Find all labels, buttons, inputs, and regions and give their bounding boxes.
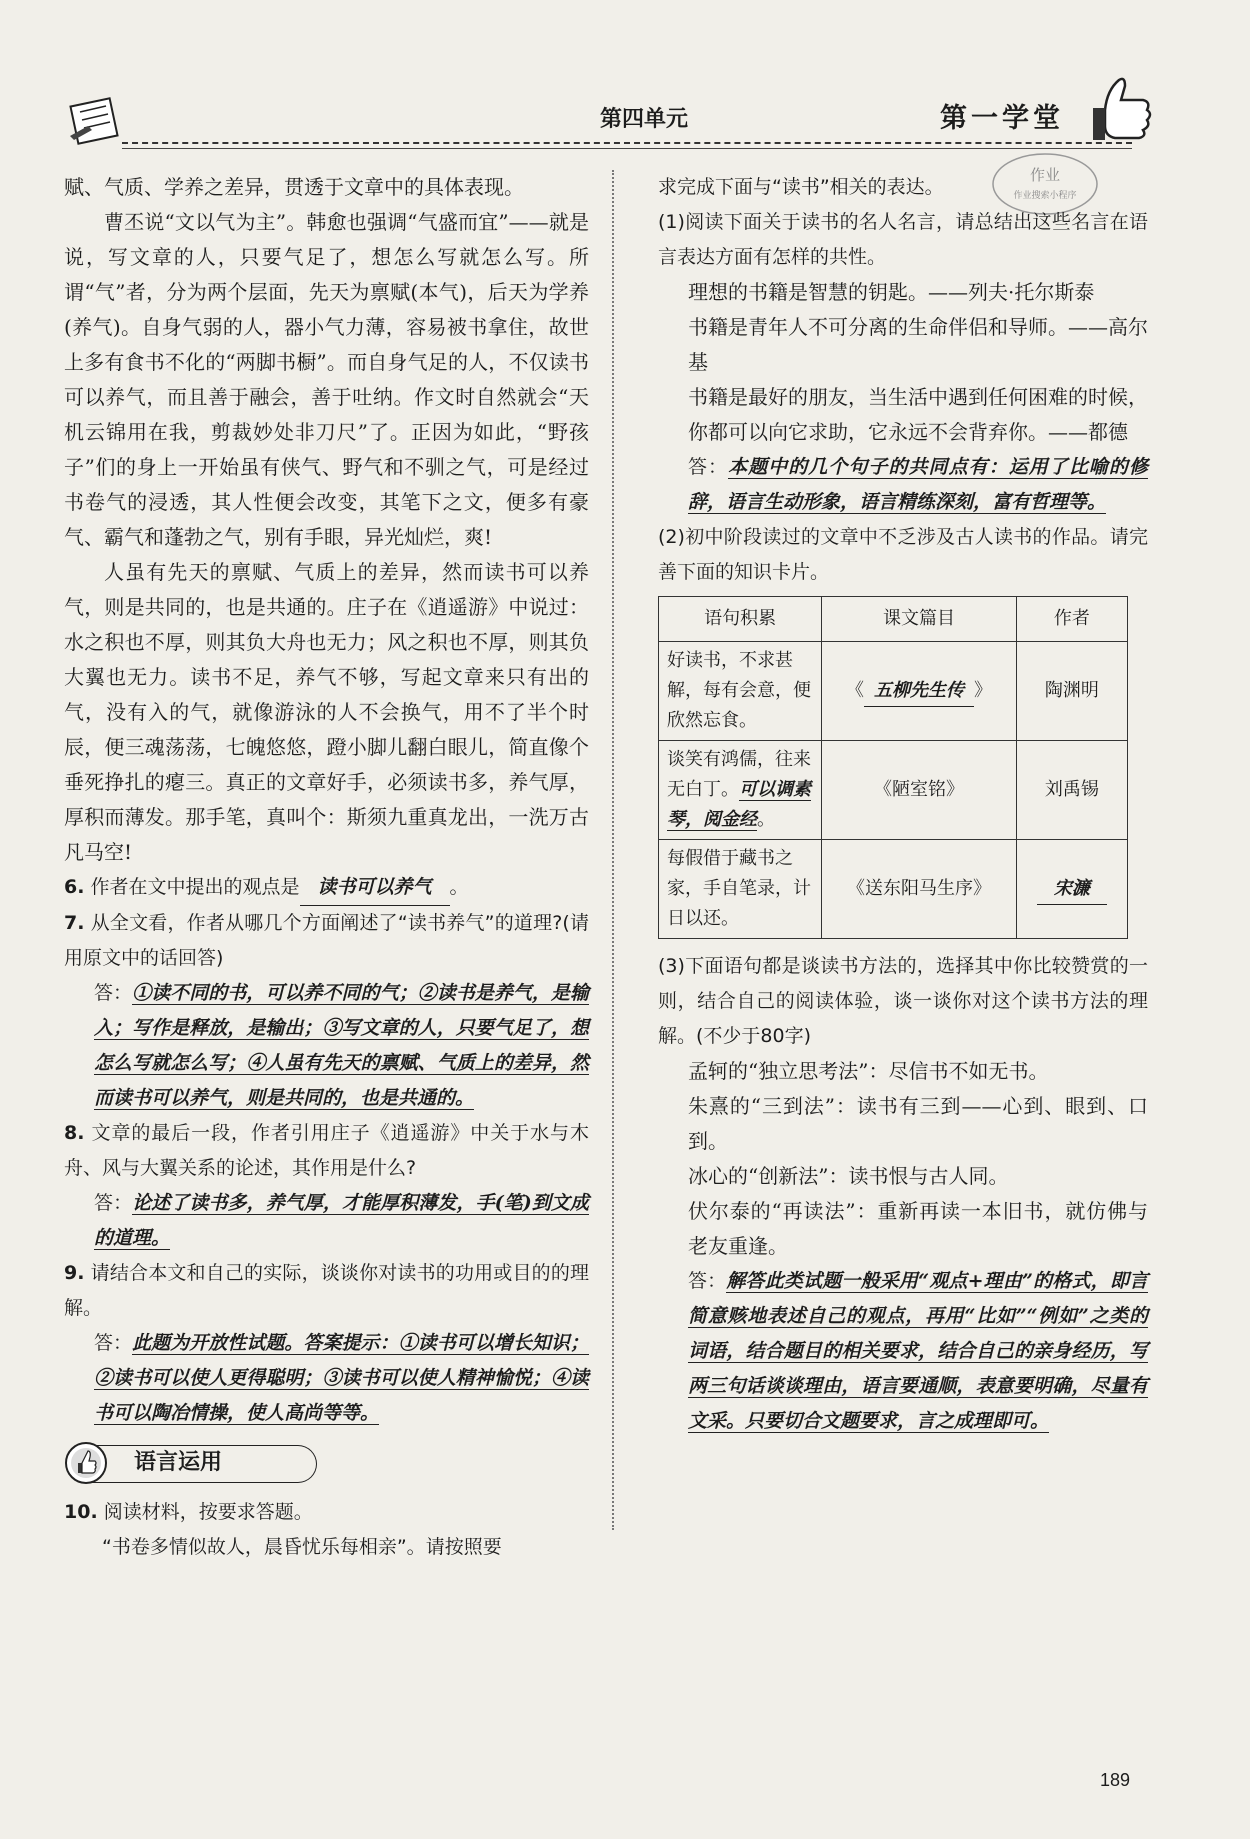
question-text: 请结合本文和自己的实际，谈谈你对读书的功用或目的的理解。: [64, 1262, 589, 1319]
title-bracket-close: 》: [973, 679, 992, 701]
table-header: 课文篇目: [822, 597, 1016, 642]
table-cell-title: 《陋室铭》: [822, 741, 1016, 840]
handwritten-answer: ①读不同的书，可以养不同的气；②读书是养气，是输入；写作是释放，是输出；③写文章的人，只要气足了，想怎么写就怎么写；④人虽有先天的禀赋、气质上的差异，然而读书可以养气，则是共同的，也是共通的。: [94, 982, 589, 1109]
handwritten-answer: 解答此类试题一般采用“观点+理由”的格式，即言简意赅地表述自己的观点，再用“比如”“例如”之类的词语，结合题目的相关要求，结合自己的亲身经历，写两三句话谈谈理由，语言要通顺，表意要明确，尽量有文采。只要切合文题要求，言之成理即可。: [688, 1270, 1148, 1432]
answer-label: 答：: [688, 456, 729, 478]
table-row: [659, 642, 1128, 741]
quote-end: 。: [757, 809, 775, 830]
section-title: 语言运用: [134, 1450, 223, 1475]
question-number: 7.: [64, 912, 85, 934]
answer-blank: 五柳先生传: [864, 676, 974, 707]
thumbs-up-icon: [1085, 70, 1165, 150]
page-number: 189: [1100, 1770, 1131, 1790]
section-header: [64, 1441, 589, 1487]
question-text: 作者在文中提出的观点是: [90, 876, 300, 898]
quote-2: 书籍是青年人不可分离的生命伴侣和导师。——高尔基: [688, 315, 1148, 374]
answer-label: 答：: [94, 982, 133, 1004]
answer-label: 答：: [94, 1192, 133, 1214]
question-8: [64, 1116, 589, 1186]
table-cell-title: 《送东阳马生序》: [822, 840, 1016, 939]
handwritten-answer: 本题中的几个句子的共同点有：运用了比喻的修辞，语言生动形象，语言精练深刻，富有哲理等。: [688, 456, 1148, 513]
method-3: 冰心的“创新法”：读书恨与古人同。: [688, 1164, 1009, 1188]
quote-text: 谈笑有鸿儒，往来无白丁。: [667, 749, 811, 800]
question-6: [64, 870, 589, 906]
table-header-row: [659, 597, 1128, 642]
answer-label: 答：: [688, 1270, 727, 1292]
table-cell-author: 刘禹锡: [1016, 741, 1127, 840]
table-cell-author: 陶渊明: [1016, 642, 1127, 741]
quote-3: 书籍是最好的朋友，当生活中遇到任何困难的时候，你都可以向它求助，它永远不会背弃你。——都德: [688, 385, 1148, 444]
question-number: 9.: [64, 1262, 85, 1284]
answer-blank: 宋濂: [1037, 874, 1107, 905]
question-number: 8.: [64, 1122, 85, 1144]
question-end: 。: [449, 876, 469, 898]
right-column: [658, 170, 1148, 1439]
answer-8: [64, 1186, 589, 1256]
svg-text:作业搜索小程序: 作业搜索小程序: [1013, 191, 1077, 201]
thumbs-up-badge-icon: [64, 1441, 108, 1485]
answer-blank: 读书可以养气: [300, 870, 450, 906]
question-text: 文章的最后一段，作者引用庄子《逍遥游》中关于水与木舟、风与大翼关系的论述，其作用是什么?: [64, 1122, 589, 1179]
table-row: [659, 840, 1128, 939]
column-divider: [612, 170, 614, 1530]
handwritten-answer: 论述了读书多，养气厚，才能厚积薄发，手(笔)到文成的道理。: [94, 1192, 589, 1249]
article-paragraph: 人虽有先天的禀赋、气质上的差异，然而读书可以养气，则是共同的，也是共通的。庄子在《逍遥游》中说过：水之积也不厚，则其负大舟也无力；风之积也不厚，则其负大翼也无力。读书不足，养气不够，写起文章来只有出的气，没有入的气，就像游泳的人不会换气，用不了半个时辰，便三魂荡荡，七魄悠悠，蹬小脚儿翻白眼儿，简直像个垂死挣扎的瘪三。真正的文章好手，必须读书多，养气厚，厚积而薄发。那手笔，真叫个：斯须九重真龙出，一洗万古凡马空!: [64, 560, 589, 864]
table-cell-quote: 好读书，不求甚解，每有会意，便欣然忘食。: [659, 642, 822, 741]
table-cell-author: [1016, 840, 1127, 939]
question-text: 阅读材料，按要求答题。: [103, 1501, 313, 1523]
question-number: 10.: [64, 1501, 98, 1523]
answer-10-1: [658, 450, 1148, 520]
question-10-continued: 求完成下面与“读书”相关的表达。: [658, 176, 944, 198]
question-9: [64, 1256, 589, 1326]
article-paragraph: 赋、气质、学养之差异，贯透于文章中的具体表现。: [64, 175, 524, 199]
subquestion-1: (1)阅读下面关于读书的名人名言，请总结出这些名言在语言表达方面有怎样的共性。: [658, 211, 1148, 268]
question-10: [64, 1495, 589, 1530]
header-rule: [122, 142, 1132, 144]
left-column: [64, 170, 589, 1565]
question-7: [64, 906, 589, 976]
page-header: [60, 90, 1150, 160]
method-2: 朱熹的“三到法”：读书有三到——心到、眼到、口到。: [688, 1094, 1148, 1153]
title-bracket-open: 《: [845, 679, 864, 701]
answer-9: [64, 1326, 589, 1431]
svg-text:作业: 作业: [1029, 166, 1061, 184]
question-text: 从全文看，作者从哪几个方面阐述了“读书养气”的道理?(请用原文中的话回答): [64, 912, 590, 969]
quote-1: 理想的书籍是智慧的钥匙。——列夫·托尔斯泰: [688, 280, 1095, 304]
brand-title: 第一学堂: [940, 103, 1064, 134]
table-row: [659, 741, 1128, 840]
method-4: 伏尔泰的“再读法”：重新再读一本旧书，就仿佛与老友重逢。: [688, 1199, 1148, 1258]
answer-7: [64, 976, 589, 1116]
question-number: 6.: [64, 876, 85, 898]
subquestion-2: (2)初中阶段读过的文章中不乏涉及古人读书的作品。请完善下面的知识卡片。: [658, 526, 1148, 583]
answer-10-3: [658, 1264, 1148, 1439]
table-cell-title: [822, 642, 1016, 741]
header-rule-thin: [122, 148, 1132, 149]
table-cell-quote: [659, 741, 822, 840]
table-cell-quote: 每假借于藏书之家，手自笔录，计日以还。: [659, 840, 822, 939]
article-paragraph: 曹丕说“文以气为主”。韩愈也强调“气盛而宜”——就是说，写文章的人，只要气足了，想怎么写就怎么写。所谓“气”者，分为两个层面，先天为禀赋(本气)，后天为学养(养气)。自身气弱的人，器小气力薄，容易被书拿住，故世上多有食书不化的“两脚书橱”。而自身气足的人，不仅读书可以养气，而且善于融会，善于吐纳。作文时自然就会“天机云锦用在我，剪裁妙处非刀尺”了。正因为如此，“野孩子”们的身上一开始虽有侠气、野气和不驯之气，可是经过书卷气的浸透，其人性便会改变，其笔下之文，便多有豪气、霸气和蓬勃之气，别有手眼，异光灿烂，爽!: [64, 210, 589, 549]
question-10-material: “书卷多情似故人，晨昏忧乐每相亲”。请按照要: [102, 1536, 502, 1558]
subquestion-3: (3)下面语句都是谈读书方法的，选择其中你比较赞赏的一则，结合自己的阅读体验，谈一谈你对这个读书方法的理解。(不少于80字): [658, 955, 1148, 1047]
answer-label: 答：: [94, 1332, 133, 1354]
method-1: 孟轲的“独立思考法”：尽信书不如无书。: [688, 1059, 1049, 1083]
handwritten-answer: 此题为开放性试题。答案提示：①读书可以增长知识；②读书可以使人更得聪明；③读书可以使人精神愉悦；④读书可以陶冶情操，使人高尚等等。: [94, 1332, 589, 1424]
table-header: 语句积累: [659, 597, 822, 642]
unit-title: 第四单元: [600, 107, 689, 132]
notebook-icon: [64, 96, 122, 146]
knowledge-card-table: [658, 596, 1128, 939]
answer-blank: 可以调素琴，阅金经: [667, 779, 811, 830]
table-header: 作者: [1016, 597, 1127, 642]
